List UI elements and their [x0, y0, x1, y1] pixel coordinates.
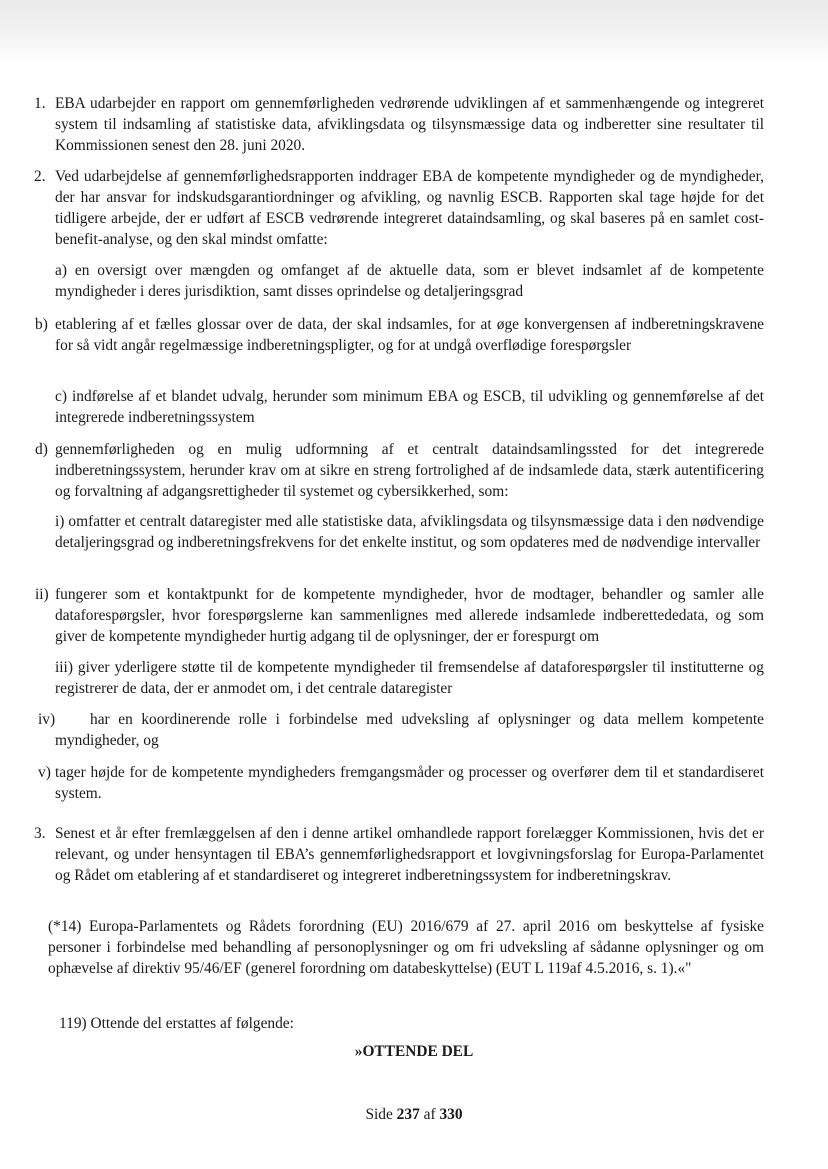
item-1-number: 1.: [34, 95, 46, 112]
item-3-number: 3.: [34, 825, 46, 842]
footnote: (*14) Europa-Parlamentets og Rådets forordning (EU) 2016/679 af 27. april 2016 om beskyttelse af fysiske personer i forbindelse med behandling af personoplysninger og om fri udveksling af sådanne oplysninger og om ophævelse af direktiv 95/46/EF (generel forordning om databeskyttelse) (EUT L 119af 4.5.2016, s. 1).«": [48, 918, 764, 977]
subpoint-iii: [55, 657, 764, 699]
point-b-text: etablering af et fælles glossar over de data, der skal indsamles, for at øge konvergensen af indberetningskravene for så vidt angår regelmæssige indberetningspligter, og for at undgå overflødige forespørgsler: [55, 316, 764, 354]
footer-prefix: Side: [365, 1106, 393, 1123]
item-3-text: Senest et år efter fremlæggelsen af den i denne artikel omhandlede rapport forelægger Kommissionen, hvis det er relevant, og under hensyntagen til EBA’s gennemførlighedsrapport et lovgivningsforslag for Europa-Parlamentet og Rådet om etablering af et standardiseret og integreret indberetningssystem for indberetningskrav.: [55, 825, 764, 884]
point-b-label: b): [35, 316, 48, 333]
subpoint-iv-text: har en koordinerende rolle i forbindelse med udveksling af oplysninger og data mellem kompetente myndigheder, og: [55, 711, 764, 749]
page-footer: [0, 1104, 828, 1125]
point-a-text: en oversigt over mængden og omfanget af de aktuelle data, som er blevet indsamlet af de kompetente myndigheder i deres jurisdiktion, samt disses oprindelse og detaljeringsgrad: [55, 262, 764, 300]
item-2-text: Ved udarbejdelse af gennemførlighedsrapporten inddrager EBA de kompetente myndigheder og de myndigheder, der har ansvar for indskudsgarantiordninger og afvikling, og navnlig ESCB. Rapporten skal tage højde for det tidligere arbejde, der er udført af ESCB vedrørende integreret dataindsamling, og skal baseres på en samlet cost-benefit-analyse, og den skal mindst omfatte:: [55, 168, 764, 248]
point-c-label: c): [55, 388, 67, 405]
subpoint-i-text: omfatter et centralt dataregister med alle statistiske data, afviklingsdata og tilsynsmæssige data i den nødvendige detaljeringsgrad og indberetningsfrekvens for det enkelte institut, og som opdateres med de nødvendige intervaller: [55, 513, 764, 551]
subpoint-i: [55, 511, 764, 553]
point-a: [55, 260, 764, 302]
subpoint-i-label: i): [55, 513, 65, 530]
amendment-line: 119) Ottende del erstattes af følgende:: [59, 1015, 294, 1032]
subpoint-iii-text: giver yderligere støtte til de kompetente myndigheder til fremsendelse af dataforespørgsler til institutterne og registrerer de data, der er anmodet om, i det centrale dataregister: [55, 659, 764, 697]
point-c: [55, 386, 764, 428]
subpoint-iv-label: iv): [38, 711, 56, 728]
footer-middle: af: [423, 1106, 436, 1123]
subpoint-v-text: tager højde for de kompetente myndigheders fremgangsmåder og processer og overfører dem til et standardiseret system.: [55, 764, 764, 802]
point-d-label: d): [35, 441, 48, 458]
point-a-label: a): [55, 262, 67, 279]
subpoint-v-label: v): [38, 764, 51, 781]
footer-page-number: 237: [396, 1106, 420, 1123]
subpoint-iii-label: iii): [55, 659, 73, 676]
item-2-number: 2.: [34, 168, 46, 185]
item-1-text: EBA udarbejder en rapport om gennemførligheden vedrørende udviklingen af et sammenhængende og integreret system til indsamling af statistiske data, afviklingsdata og tilsynsmæssige data og indberetter sine resultater til Kommissionen senest den 28. juni 2020.: [55, 95, 764, 154]
point-d-text: gennemførligheden og en mulig udformning af et centralt dataindsamlingssted for det integrerede indberetningssystem, herunder krav om at sikre en streng fortrolighed af de indsamlede data, stærk autentificering og forvaltning af adgangsrettigheder til systemet og cybersikkerhed, som:: [55, 441, 764, 500]
part-title: »OTTENDE DEL: [354, 1043, 474, 1060]
subpoint-ii-label: ii): [35, 586, 49, 603]
point-c-text: indførelse af et blandet udvalg, herunder som minimum EBA og ESCB, til udvikling og gennemførelse af det integrerede indberetningssystem: [55, 388, 764, 426]
subpoint-ii-text: fungerer som et kontaktpunkt for de kompetente myndigheder, hvor de modtager, behandler og samler alle dataforespørgsler, hvor forespørgslerne kan sammenlignes med allerede indsamlede indberettededata, og som giver de kompetente myndigheder hurtig adgang til de oplysninger, der er forespurgt om: [55, 586, 764, 645]
footer-page-total: 330: [439, 1106, 463, 1123]
